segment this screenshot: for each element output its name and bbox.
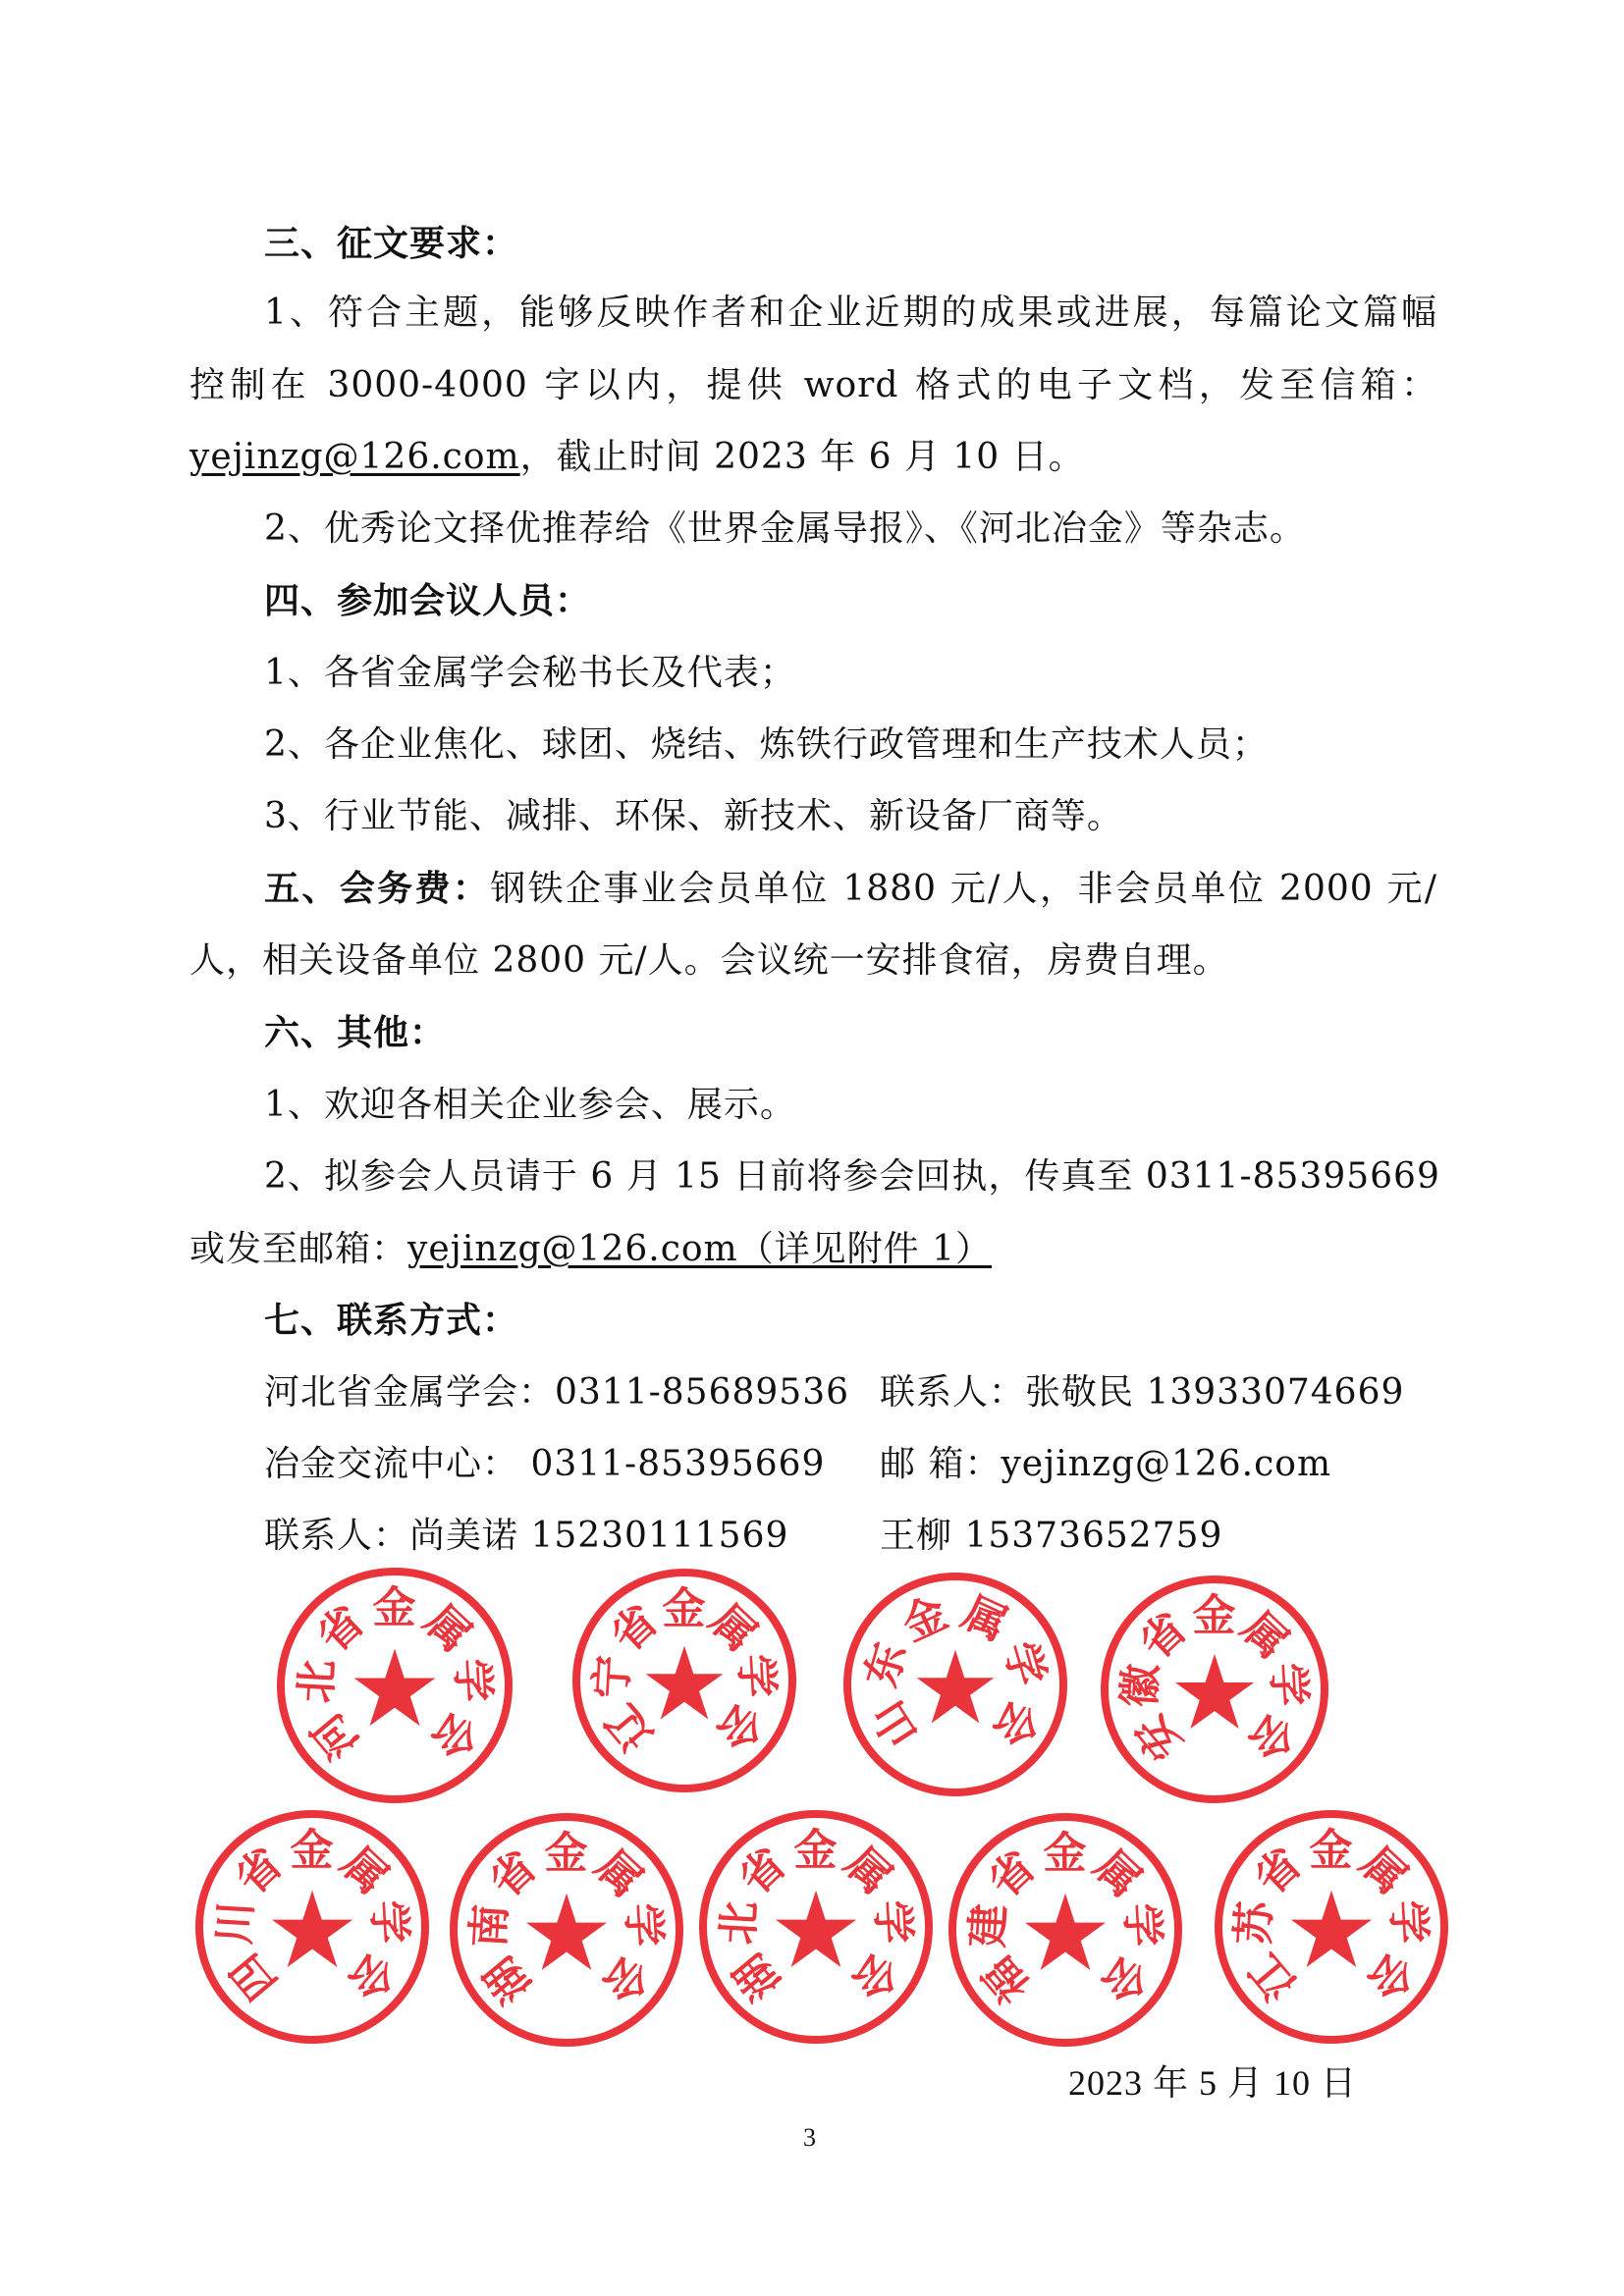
s6-item2-line1: 2、拟参会人员请于 6 月 15 日前将参会回执，传真至 0311-85395669: [264, 1156, 1440, 1197]
seal-char: 建: [962, 1901, 1015, 1949]
seal-char: 会: [840, 1943, 908, 2009]
seal-char: 徽: [1114, 1661, 1167, 1709]
seal-char: 南: [463, 1901, 516, 1949]
seal-char: 省: [307, 1595, 375, 1663]
s6-item2-prefix: 或发至邮箱：: [189, 1229, 408, 1269]
seal-char: 会: [420, 1702, 488, 1769]
section-heading-6: 六、其他：: [264, 1013, 447, 1053]
contact-row-1-right: 联系人：张敬民 13933074669: [880, 1372, 1405, 1413]
email-link[interactable]: yejinzg@126.com: [189, 437, 520, 477]
seal-char: 会: [337, 1943, 405, 2009]
seal-char: 学: [446, 1657, 499, 1705]
seal-star: [1025, 1894, 1106, 1970]
contact-row-2-right: 邮 箱：yejinzg@126.com: [880, 1444, 1332, 1484]
seal-star: [776, 1891, 856, 1967]
seal-star: [1175, 1654, 1254, 1729]
email-link-2[interactable]: yejinzg@126.com（详见附件 1）: [407, 1229, 993, 1269]
seal-char: 省: [979, 1841, 1047, 1908]
seal-char: 会: [1090, 1946, 1158, 2012]
seal-char: 金: [1043, 1828, 1088, 1879]
seal-star: [917, 1650, 995, 1724]
seal-char: 学: [362, 1898, 415, 1947]
seal-char: 属: [414, 1595, 482, 1663]
seal-char: 金: [544, 1828, 589, 1879]
s3-item2: 2、优秀论文择优推荐给《世界金属导报》、《河北冶金》等杂志。: [264, 508, 1306, 549]
seal-char: 江: [1239, 1943, 1307, 2009]
s3-item1-line3: [189, 435, 1085, 480]
seal-char: 省: [480, 1841, 548, 1908]
s6-item2-line2: [189, 1227, 992, 1272]
seal-char: 会: [705, 1693, 773, 1760]
seal-char: 属: [331, 1838, 399, 1905]
seal-char: 学: [866, 1898, 919, 1947]
seal-stamp: [446, 1809, 687, 2051]
seal-char: 学: [994, 1635, 1055, 1693]
seal-char: 学: [1262, 1661, 1315, 1709]
seal-char: 属: [1231, 1602, 1299, 1670]
seal-char: 金: [290, 1825, 335, 1876]
seal-stamp: [695, 1806, 937, 2048]
seal-char: 金: [662, 1583, 707, 1634]
seal-char: 省: [1245, 1838, 1313, 1905]
s4-item-1: 1、各省金属学会秘书长及代表；: [264, 653, 796, 693]
seal-char: 会: [1356, 1943, 1424, 2009]
seal-star: [272, 1891, 352, 1967]
contact-row-1-left: 河北省金属学会：0311-85689536: [264, 1372, 850, 1413]
seal-star: [646, 1646, 724, 1720]
seal-stamp: [568, 1565, 800, 1796]
s5-line2: 人，相关设备单位 2800 元/人。会议统一安排食宿，房费自理。: [189, 940, 1229, 981]
seal-char: 学: [730, 1652, 783, 1700]
seal-stamp: [945, 1809, 1186, 2051]
s6-item1: 1、欢迎各相关企业参会、展示。: [264, 1085, 796, 1125]
seal-char: 北: [291, 1657, 344, 1705]
contact-row-3-right: 王柳 15373652759: [880, 1516, 1223, 1556]
seal-stamp: [191, 1806, 433, 2048]
seal-star: [1291, 1891, 1372, 1967]
seal-char: 辽: [596, 1693, 664, 1760]
s4-item-3: 3、行业节能、减排、环保、新技术、新设备厂商等。: [264, 796, 1123, 836]
seal-char: 金: [1192, 1590, 1237, 1641]
seal-char: 河: [301, 1702, 369, 1769]
s3-item1-line3-rest: ，截止时间 2023 年 6 月 10 日。: [519, 437, 1085, 477]
section-heading-5: 五、会务费：: [264, 869, 491, 909]
seal-char: 安: [1124, 1703, 1192, 1770]
seal-char: 会: [982, 1691, 1049, 1756]
seal-char: 属: [1350, 1838, 1418, 1905]
seal-char: 省: [730, 1838, 797, 1905]
seal-stamp: [273, 1564, 516, 1807]
seal-star: [526, 1894, 607, 1970]
page-number: 3: [803, 2123, 817, 2152]
seal-char: 属: [835, 1838, 902, 1905]
seal-char: 属: [585, 1841, 653, 1908]
seal-char: 金: [372, 1582, 417, 1633]
seal-char: 金: [793, 1825, 839, 1876]
seal-char: 金: [894, 1587, 956, 1652]
seal-char: 福: [973, 1946, 1041, 2012]
seal-char: 省: [1130, 1602, 1198, 1670]
seal-char: 属: [954, 1587, 1016, 1652]
seal-char: 学: [617, 1901, 670, 1949]
s3-item1-line1: 1、符合主题，能够反映作者和企业近期的成果或进展，每篇论文篇幅: [264, 293, 1437, 333]
section-heading-7: 七、联系方式：: [264, 1301, 519, 1341]
seal-char: 川: [209, 1898, 262, 1947]
seal-char: 属: [700, 1594, 767, 1662]
s5-line1: [264, 867, 1437, 912]
seal-stamp: [839, 1569, 1071, 1800]
s5-line1-rest: 钢铁企事业会员单位 1880 元/人，非会员单位 2000 元/: [490, 869, 1437, 909]
seal-char: 省: [226, 1838, 294, 1905]
signature-date: 2023 年 5 月 10 日: [1068, 2063, 1358, 2103]
seal-char: 属: [1084, 1841, 1152, 1908]
seal-char: 苏: [1228, 1898, 1281, 1947]
seal-char: 四: [220, 1943, 288, 2009]
section-heading-3: 三、征文要求：: [264, 224, 519, 264]
seal-char: 学: [1381, 1898, 1435, 1947]
seal-char: 北: [713, 1898, 766, 1947]
seal-char: 省: [602, 1594, 669, 1662]
s3-item1-line2: 控制在 3000-4000 字以内，提供 word 格式的电子文档，发至信箱：: [189, 365, 1437, 405]
seal-char: 湖: [724, 1943, 791, 2009]
contact-row-3-left: 联系人：尚美诺 15230111569: [264, 1516, 789, 1556]
seal-char: 金: [1309, 1825, 1354, 1876]
seal-char: 会: [1237, 1703, 1305, 1770]
seal-stamp: [1097, 1572, 1332, 1807]
seal-char: 宁: [586, 1652, 639, 1700]
seal-star: [354, 1648, 436, 1726]
contact-row-2-left: 冶金交流中心： 0311-85395669: [264, 1444, 826, 1484]
seal-char: 会: [591, 1946, 659, 2012]
seal-stamp: [1211, 1806, 1452, 2048]
seal-char: 东: [856, 1635, 917, 1693]
section-heading-4: 四、参加会议人员：: [264, 581, 592, 621]
seal-char: 湖: [474, 1946, 542, 2012]
seal-char: 山: [862, 1691, 929, 1756]
s4-item-2: 2、各企业焦化、球团、烧结、炼铁行政管理和生产技术人员；: [264, 724, 1269, 765]
seal-char: 学: [1115, 1901, 1168, 1949]
